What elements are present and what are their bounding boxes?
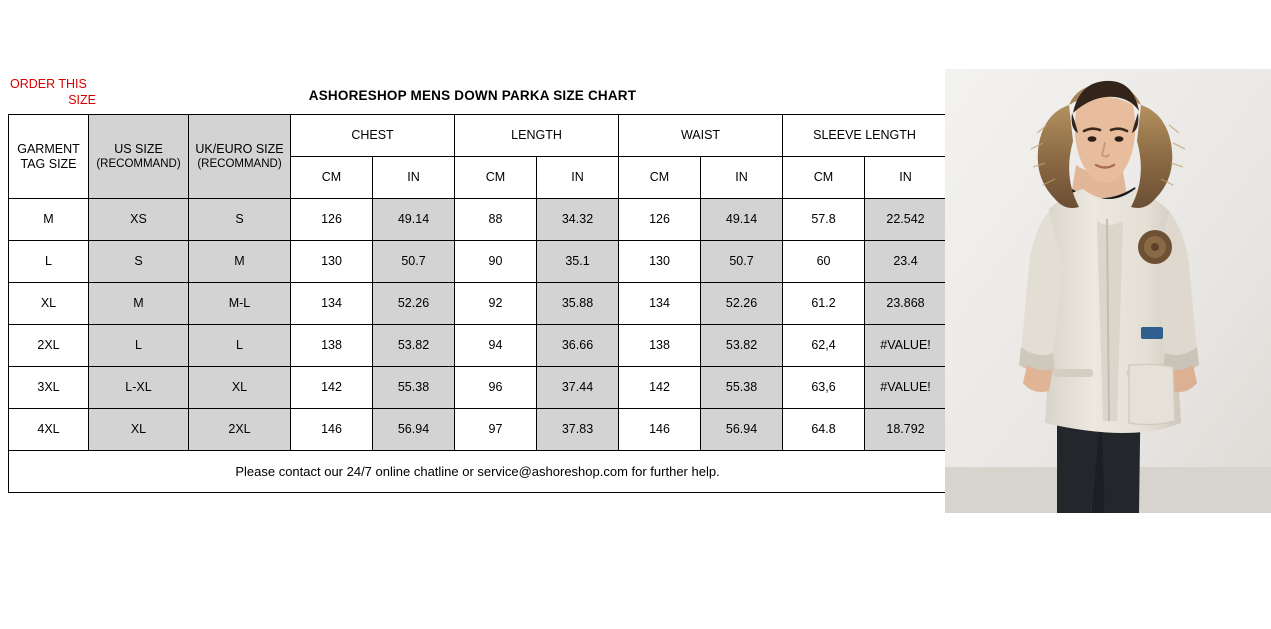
cell-chest-in: 56.94 — [373, 409, 455, 451]
header-us-line2: (RECOMMAND) — [96, 157, 181, 170]
cell-length-in: 35.1 — [537, 241, 619, 283]
cell-sleeve-in: 23.4 — [865, 241, 947, 283]
header-unit-length-in: IN — [537, 157, 619, 199]
cell-sleeve-cm: 57.8 — [783, 199, 865, 241]
cell-chest-cm: 134 — [291, 283, 373, 325]
cell-sleeve-cm: 63,6 — [783, 367, 865, 409]
header-garment-line2: TAG SIZE — [20, 156, 77, 171]
cell-length-cm: 88 — [455, 199, 537, 241]
cell-waist-in: 49.14 — [701, 199, 783, 241]
cell-length-in: 35.88 — [537, 283, 619, 325]
footer-note: Please contact our 24/7 online chatline or service@ashoreshop.com for further help. — [9, 451, 947, 493]
cell-sleeve-cm: 61.2 — [783, 283, 865, 325]
cell-length-cm: 90 — [455, 241, 537, 283]
cell-uk: 2XL — [189, 409, 291, 451]
cell-garment: 2XL — [9, 325, 89, 367]
cell-sleeve-in: 18.792 — [865, 409, 947, 451]
header-unit-chest-cm: CM — [291, 157, 373, 199]
cell-garment: M — [9, 199, 89, 241]
cell-garment: XL — [9, 283, 89, 325]
order-note-line2: SIZE — [68, 93, 96, 107]
cell-sleeve-in: #VALUE! — [865, 325, 947, 367]
table-row — [9, 283, 947, 325]
header-group-sleeve-length: SLEEVE LENGTH — [783, 115, 947, 157]
cell-us: XL — [89, 409, 189, 451]
cell-waist-cm: 126 — [619, 199, 701, 241]
header-group-chest: CHEST — [291, 115, 455, 157]
header-unit-waist-cm: CM — [619, 157, 701, 199]
cell-waist-cm: 138 — [619, 325, 701, 367]
header-garment-line1: GARMENT — [17, 141, 80, 156]
header-garment-tag-size — [9, 115, 89, 199]
cell-waist-cm: 130 — [619, 241, 701, 283]
page-title: ASHORESHOP MENS DOWN PARKA SIZE CHART — [308, 88, 637, 103]
mens-down-parka-photo — [945, 69, 1271, 513]
cell-chest-cm: 142 — [291, 367, 373, 409]
cell-us: L — [89, 325, 189, 367]
table-row — [9, 409, 947, 451]
cell-waist-cm: 146 — [619, 409, 701, 451]
cell-waist-cm: 142 — [619, 367, 701, 409]
cell-sleeve-in: 22.542 — [865, 199, 947, 241]
cell-waist-cm: 134 — [619, 283, 701, 325]
cell-uk: S — [189, 199, 291, 241]
cell-garment: L — [9, 241, 89, 283]
cell-chest-in: 55.38 — [373, 367, 455, 409]
cell-length-cm: 96 — [455, 367, 537, 409]
cell-uk: XL — [189, 367, 291, 409]
cell-length-cm: 97 — [455, 409, 537, 451]
header-unit-length-cm: CM — [455, 157, 537, 199]
header-group-waist: WAIST — [619, 115, 783, 157]
cell-chest-in: 50.7 — [373, 241, 455, 283]
cell-uk: L — [189, 325, 291, 367]
cell-chest-in: 49.14 — [373, 199, 455, 241]
cell-waist-in: 55.38 — [701, 367, 783, 409]
cell-length-in: 36.66 — [537, 325, 619, 367]
header-group-length: LENGTH — [455, 115, 619, 157]
cell-waist-in: 53.82 — [701, 325, 783, 367]
header-unit-chest-in: IN — [373, 157, 455, 199]
cell-us: M — [89, 283, 189, 325]
header-unit-waist-in: IN — [701, 157, 783, 199]
cell-us: XS — [89, 199, 189, 241]
parka-model-illustration — [945, 69, 1271, 513]
cell-chest-cm: 146 — [291, 409, 373, 451]
cell-us: S — [89, 241, 189, 283]
table-row — [9, 325, 947, 367]
cell-sleeve-cm: 62,4 — [783, 325, 865, 367]
cell-sleeve-cm: 64.8 — [783, 409, 865, 451]
header-unit-sleeve-cm: CM — [783, 157, 865, 199]
size-chart-table-wrap — [8, 114, 945, 493]
cell-chest-cm: 126 — [291, 199, 373, 241]
cell-waist-in: 52.26 — [701, 283, 783, 325]
table-footer-row — [9, 451, 947, 493]
cell-chest-in: 53.82 — [373, 325, 455, 367]
cell-length-cm: 94 — [455, 325, 537, 367]
cell-length-in: 37.83 — [537, 409, 619, 451]
order-note-line1: ORDER THIS — [10, 77, 87, 91]
cell-waist-in: 56.94 — [701, 409, 783, 451]
cell-length-in: 34.32 — [537, 199, 619, 241]
header-us-size — [89, 115, 189, 199]
size-chart-table — [8, 114, 947, 493]
header-uk-line1: UK/EURO SIZE — [195, 141, 284, 156]
cell-garment: 3XL — [9, 367, 89, 409]
cell-length-cm: 92 — [455, 283, 537, 325]
cell-uk: M — [189, 241, 291, 283]
header-uk-euro-size — [189, 115, 291, 199]
header-uk-line2: (RECOMMAND) — [197, 157, 282, 170]
table-row — [9, 199, 947, 241]
cell-length-in: 37.44 — [537, 367, 619, 409]
cell-us: L-XL — [89, 367, 189, 409]
table-row — [9, 367, 947, 409]
cell-chest-in: 52.26 — [373, 283, 455, 325]
cell-sleeve-in: #VALUE! — [865, 367, 947, 409]
cell-chest-cm: 130 — [291, 241, 373, 283]
cell-sleeve-in: 23.868 — [865, 283, 947, 325]
cell-uk: M-L — [189, 283, 291, 325]
cell-waist-in: 50.7 — [701, 241, 783, 283]
header-unit-sleeve-in: IN — [865, 157, 947, 199]
cell-sleeve-cm: 60 — [783, 241, 865, 283]
cell-chest-cm: 138 — [291, 325, 373, 367]
table-row — [9, 241, 947, 283]
cell-garment: 4XL — [9, 409, 89, 451]
table-header-row-groups — [9, 115, 947, 157]
header-us-line1: US SIZE — [114, 141, 163, 156]
